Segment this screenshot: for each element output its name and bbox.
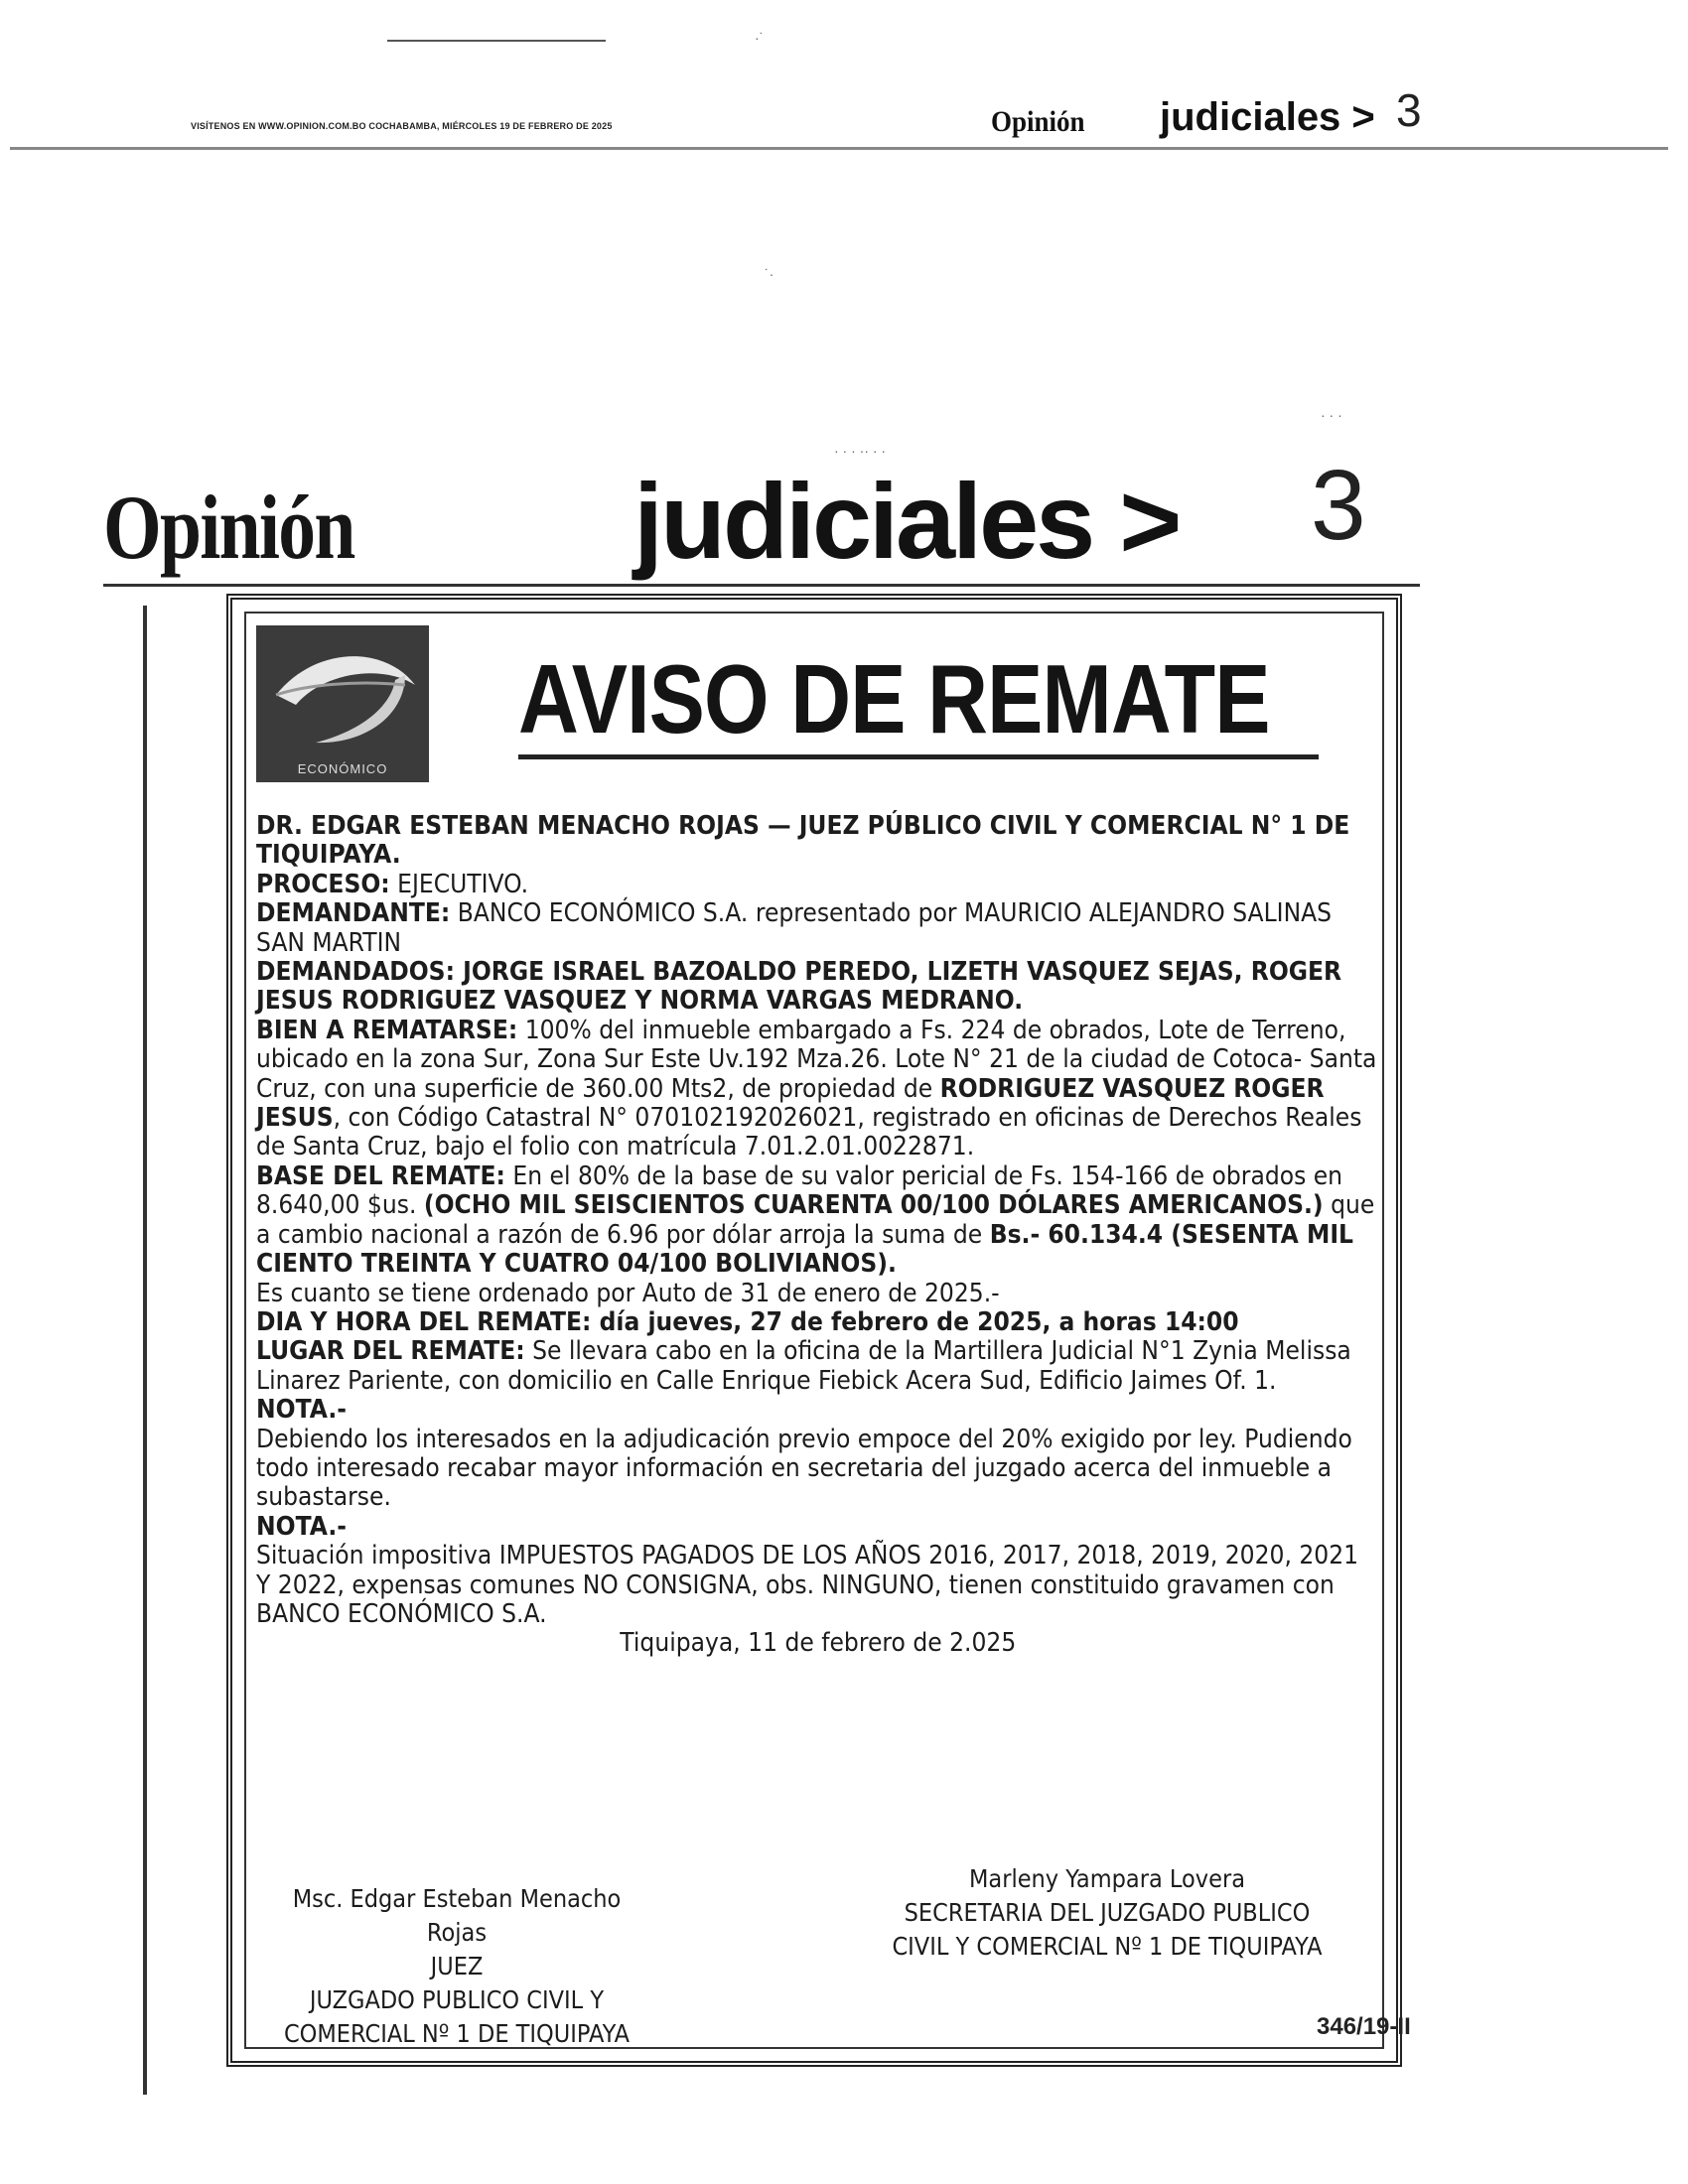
lugar-label: LUGAR DEL REMATE: xyxy=(256,1336,525,1367)
ad-title: AVISO DE REMATE xyxy=(518,644,1270,753)
bank-logo-text: ECONÓMICO xyxy=(297,761,388,776)
bien-value-2: , con Código Catastral N° 070102192026021, registrado en oficinas de Derechos Reales de Santa Cruz, bajo el folio con matrícula 7.01.2.01.0022871. xyxy=(256,1103,1362,1162)
ad-body xyxy=(256,812,1380,1659)
judge-court-2: COMERCIAL Nº 1 DE TIQUIPAYA xyxy=(283,2019,631,2048)
base-value-1: En el 80% de la base de su valor pericial de Fs. 154-166 de obrados en 8.640,00 $us. xyxy=(256,1160,1343,1221)
proceso-value: EJECUTIVO. xyxy=(389,869,529,899)
bien-label: BIEN A REMATARSE: xyxy=(256,1015,518,1045)
demandante-value: BANCO ECONÓMICO S.A. representado por MAURICIO ALEJANDRO SALINAS SAN MARTIN xyxy=(256,898,1333,958)
demandante-label: DEMANDANTE: xyxy=(256,898,451,929)
left-column-edge xyxy=(103,606,147,2095)
nota1-text: Debiendo los interesados en la adjudicación previo empoce del 20% exigido por ley. Pudiendo todo interesado recabar mayor información en secretaria del juzgado acerca del inmueble a subastarse. xyxy=(256,1424,1352,1513)
proceso-label: PROCESO: xyxy=(256,869,390,899)
secretary-name: Marleny Yampara Lovera xyxy=(969,1864,1245,1893)
nota2-label: NOTA.- xyxy=(256,1511,348,1542)
main-rule xyxy=(103,584,1420,587)
top-url-line: VISÍTENOS EN WWW.OPINION.COM.BO COCHABAMBA, MIÉRCOLES 19 DE FEBRERO DE 2025 xyxy=(191,121,613,131)
lugar-value: Se llevara cabo en la oficina de la Martillera Judicial N°1 Zynia Melissa Linarez Pariente, con domicilio en Calle Enrique Fiebick Acera Sud, Edificio Jaimes Of. 1. xyxy=(256,1336,1351,1396)
base-bold-2: Bs.- 60.134.4 (SESENTA MIL CIENTO TREINTA Y CUATRO 04/100 BOLIVIANOS). xyxy=(256,1219,1354,1280)
top-section-title: judiciales > xyxy=(1160,95,1375,139)
nota2-text: Situación impositiva IMPUESTOS PAGADOS DE LOS AÑOS 2016, 2017, 2018, 2019, 2020, 2021 Y 2022, expensas comunes NO CONSIGNA, obs. NINGUNO, tienen constituido gravamen con BANCO ECONÓMICO S.A. xyxy=(256,1541,1359,1629)
top-header xyxy=(0,0,1688,159)
bien-value-1: 100% del inmueble embargado a Fs. 224 de obrados, Lote de Terreno, ubicado en la zona Sur, Zona Sur Este Uv.192 Mza.26. Lote N° 21 de la ciudad de Cotoca- Santa Cruz, con una superficie de 360.00 Mts2, de propiedad de xyxy=(256,1015,1377,1104)
judge-name: Msc. Edgar Esteban Menacho Rojas xyxy=(292,1884,622,1947)
top-rule xyxy=(10,147,1668,150)
secretary-role-2: CIVIL Y COMERCIAL Nº 1 DE TIQUIPAYA xyxy=(892,1932,1323,1961)
base-line xyxy=(256,1162,1380,1280)
scan-speck: ·˙ xyxy=(755,30,765,46)
place-date: Tiquipaya, 11 de febrero de 2.025 xyxy=(620,1628,1017,1659)
ad-title-underline xyxy=(518,754,1319,759)
proceso-line xyxy=(256,871,1380,899)
base-label: BASE DEL REMATE: xyxy=(256,1160,505,1191)
judge-role: JUEZ xyxy=(430,1952,484,1980)
base-value-2: que a cambio nacional a razón de 6.96 por dólar arroja la suma de xyxy=(256,1190,1375,1250)
judge-court-1: JUZGADO PUBLICO CIVIL Y xyxy=(309,1985,605,2014)
bank-logo xyxy=(256,625,429,782)
main-brand: Opinión xyxy=(103,477,354,578)
bank-logo-icon xyxy=(256,625,429,782)
scan-speck: · · · xyxy=(1321,407,1342,423)
scan-speck: ˙· xyxy=(765,266,774,282)
main-section-title: judiciales > xyxy=(633,461,1180,581)
secretary-role-1: SECRETARIA DEL JUZGADO PUBLICO xyxy=(904,1898,1311,1927)
base-bold-1: (OCHO MIL SEISCIENTOS CUARENTA 00/100 DÓLARES AMERICANOS.) xyxy=(423,1190,1324,1221)
nota1-label: NOTA.- xyxy=(256,1395,348,1426)
dia-line xyxy=(256,1308,1380,1337)
signature-judge xyxy=(260,1882,653,2051)
scan-mark xyxy=(387,40,606,42)
dia-value: día jueves, 27 de febrero de 2025, a horas 14:00 xyxy=(591,1306,1239,1337)
signature-secretary xyxy=(884,1862,1331,1964)
top-brand: Opinión xyxy=(991,105,1085,138)
demandante-line xyxy=(256,899,1380,958)
bien-line xyxy=(256,1017,1380,1162)
demandados-line: DEMANDADOS: JORGE ISRAEL BAZOALDO PEREDO, LIZETH VASQUEZ SEJAS, ROGER JESUS RODRIGUEZ VASQUEZ Y NORMA VARGAS MEDRANO. xyxy=(256,957,1342,1017)
bien-owner: RODRIGUEZ VASQUEZ ROGER JESUS xyxy=(256,1073,1325,1134)
dia-label: DIA Y HORA DEL REMATE: xyxy=(256,1306,592,1337)
lugar-line xyxy=(256,1337,1380,1396)
top-page-number: 3 xyxy=(1396,84,1422,136)
judge-line: DR. EDGAR ESTEBAN MENACHO ROJAS — JUEZ PÚBLICO CIVIL Y COMERCIAL N° 1 DE TIQUIPAYA. xyxy=(256,811,1350,871)
main-page-number: 3 xyxy=(1311,450,1366,561)
ad-reference: 346/19-II xyxy=(1317,2013,1411,2040)
auto-line: Es cuanto se tiene ordenado por Auto de 31 de enero de 2025.- xyxy=(256,1278,1000,1308)
scan-speck: · · · ·· · · xyxy=(834,443,887,459)
